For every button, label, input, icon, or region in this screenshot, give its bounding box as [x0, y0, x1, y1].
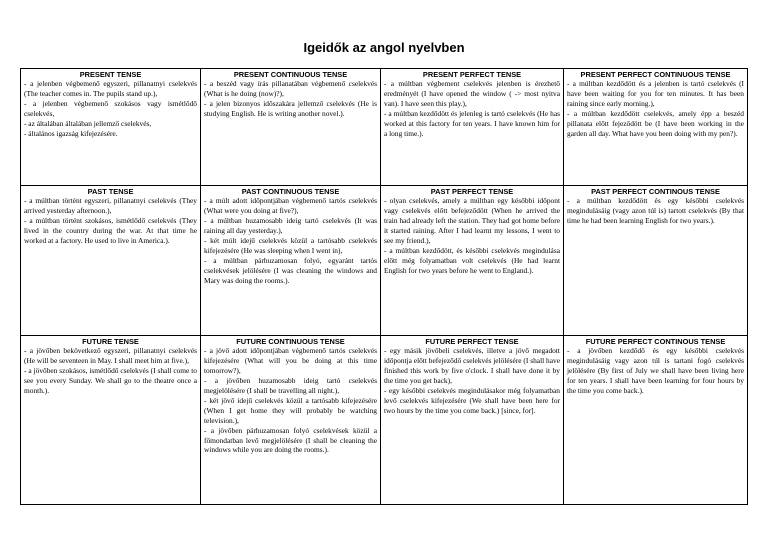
usage-item: - a múltban kezdődött és egy későbbi cselekvés megindulásáig (vagy azon túl is) tartott cselekvés (By that time he had been learning English for two years.). — [567, 196, 744, 226]
tense-cell — [564, 186, 748, 336]
tense-cell — [381, 336, 564, 505]
tense-cell — [201, 69, 381, 186]
tense-cell — [201, 186, 381, 336]
usage-item: - egy későbbi cselekvés megindulásakor még folyamatban levő cselekvés kifejezésére (We shall have been here for two hours by the time you come back.) [since, for]. — [384, 385, 560, 415]
usage-item: - egy másik jövőbeli cselekvés, illetve a jövő megadott időpontja előtt befejeződő cselekvés jelölésére (I shall have finished this work by five o'clock. I shall have done it by the time you get back), — [384, 346, 560, 386]
usage-list — [567, 196, 744, 226]
usage-item: - a jövőben szokásos, ismétlődő cselekvés (I shall come to see you every Sunday. We shall go to the theatre once a month.). — [24, 366, 197, 395]
usage-item: - a jövőben kezdődő és egy későbbi cselekvés megindulásáig vagy azon túl is tartani fogó cselekvés jelölésére (By first of July we shall have been living here for ten years. I shall have been learning for four hours by the time you come back.). — [567, 346, 744, 395]
usage-item: - a jövőben huzamosabb ideig tartó cselekvés megjelölésére (I shall be travelling all night.), — [204, 376, 377, 395]
tense-cell — [201, 336, 381, 505]
usage-item: - a múltban huzamosabb ideig tartó cselekvés (It was raining all day yesterday.), — [204, 216, 377, 236]
usage-item: - a jövőben párhuzamosan folyó cselekvések közül a főmondatban levő megjelölésére (I shall be cleaning the windows while you are doing the rooms.). — [204, 425, 377, 455]
tense-cell — [21, 336, 201, 505]
usage-item: - a jelenben végbemenő egyszeri, pillanatnyi cselekvés (The teacher comes in. The pupils stand up.), — [24, 79, 197, 99]
usage-item: - a jelen bizonyos időszakára jellemző cselekvés (He is studying English. He is writing another novel.). — [204, 99, 377, 119]
usage-list — [204, 79, 377, 119]
tense-heading: PAST PERFECT CONTINOUS TENSE — [591, 187, 720, 196]
usage-list — [567, 79, 744, 139]
usage-item: - a múltban párhuzamosan folyó, egyaránt tartós cselekvések jelölésére (I was cleaning the windows and Mary was doing the rooms.). — [204, 255, 377, 285]
usage-item: - a múltban kezdődött, és későbbi cselekvés megindulása előtt még folyamatban volt cselekvés (He had learnt English for two years before he went to England.). — [384, 245, 560, 275]
tense-heading: PRESENT TENSE — [79, 70, 142, 79]
usage-list — [24, 346, 197, 396]
tense-heading: PAST CONTINUOUS TENSE — [241, 187, 340, 196]
usage-list — [24, 79, 197, 139]
document-title: Igeidők az angol nyelvben — [303, 40, 465, 55]
usage-item: - olyan cselekvés, amely a múltban egy későbbi időpont vagy cselekvés előtt befejeződött (When he arrived the train had already left the station. They had got home before it started raining. After I had learnt my lessons, I went to see my friend.), — [384, 196, 560, 245]
tense-heading: PAST TENSE — [87, 187, 134, 196]
tense-row — [21, 69, 748, 186]
tense-cell — [381, 69, 564, 186]
tense-heading: FUTURE TENSE — [82, 337, 139, 346]
usage-list — [204, 346, 377, 455]
tense-table — [20, 68, 748, 505]
usage-list — [567, 346, 744, 396]
tense-cell — [21, 69, 201, 186]
usage-list — [384, 346, 560, 415]
usage-item: - a jövő adott időpontjában végbemenő tartós cselekvés kifejezésére (What will you be doing at this time tomorrow?), — [204, 346, 377, 376]
tense-heading: FUTURE PERFECT CONTINOUS TENSE — [585, 337, 726, 346]
tense-heading: FUTURE PERFECT TENSE — [425, 337, 519, 346]
tense-heading: PRESENT PERFECT CONTINUOUS TENSE — [580, 70, 731, 79]
tense-cell — [564, 336, 748, 505]
tense-heading: PRESENT PERFECT TENSE — [422, 70, 522, 79]
tense-row — [21, 186, 748, 336]
tense-row — [21, 336, 748, 505]
tense-heading: PRESENT CONTINUOUS TENSE — [233, 70, 348, 79]
usage-item: - két múlt idejű cselekvés közül a tartósabb cselekvés kifejezésére (He was sleeping when I went in), — [204, 235, 377, 255]
usage-item: - a jövőben bekövetkező egyszeri, pillanatnyi cselekvés (He will be seventeen in May. I shall meet him at five.), — [24, 346, 197, 366]
usage-item: - a jelenben végbemenő szokásos vagy ismétlődő cselekvés, — [24, 99, 197, 119]
tense-cell — [564, 69, 748, 186]
usage-item: - a múltban történt szokásos, ismétlődő cselekvés (They lived in the country during the war. At that time he worked at a factory. He used to live in America.). — [24, 216, 197, 245]
usage-item: - a múltban kezdődött és a jelenben is tartó cselekvés (I have been waiting for you for ten minutes. It has been raining since early morning.), — [567, 79, 744, 109]
usage-list — [384, 79, 560, 139]
usage-item: - a múltban történt egyszeri, pillanatnyi cselekvés (They arrived yesterday afternoon.), — [24, 196, 197, 216]
usage-item: - a múltban kezdődött és jelenleg is tartó cselekvés (He has worked at this factory for ten years. I have known him for a long time.). — [384, 109, 560, 138]
tense-cell — [381, 186, 564, 336]
usage-item: - a beszéd vagy írás pillanatában végbemenő cselekvés (What is he doing (now)?), — [204, 79, 377, 99]
usage-item: - az általában általában jellemző cselekvés, — [24, 118, 152, 128]
tense-heading: PAST PERFECT TENSE — [430, 187, 514, 196]
tense-heading: FUTURE CONTINUOUS TENSE — [236, 337, 345, 346]
usage-list — [204, 196, 377, 285]
usage-list — [384, 196, 560, 275]
usage-item: - két jövő idejű cselekvés közül a tartósabb kifejezésére (When I get home they will probably be watching television.), — [204, 395, 377, 425]
usage-item: - a múltban kezdődött cselekvés, amely épp a beszéd pillanata előtt fejeződött be (I have been working in the garden all day. What have you been doing with my pen?). — [567, 109, 744, 138]
usage-list — [24, 196, 197, 246]
usage-item: - a múlt adott időpontjában végbemenő tartós cselekvés (What were you doing at five?), — [204, 196, 377, 216]
usage-item: - általános igazság kifejezésére. — [24, 128, 118, 138]
tense-cell — [21, 186, 201, 336]
usage-item: - a múltban végbement cselekvés jelenben is érezhető eredményét (I have opened the window ( -> most nyitva van). I have seen this play.), — [384, 79, 560, 109]
